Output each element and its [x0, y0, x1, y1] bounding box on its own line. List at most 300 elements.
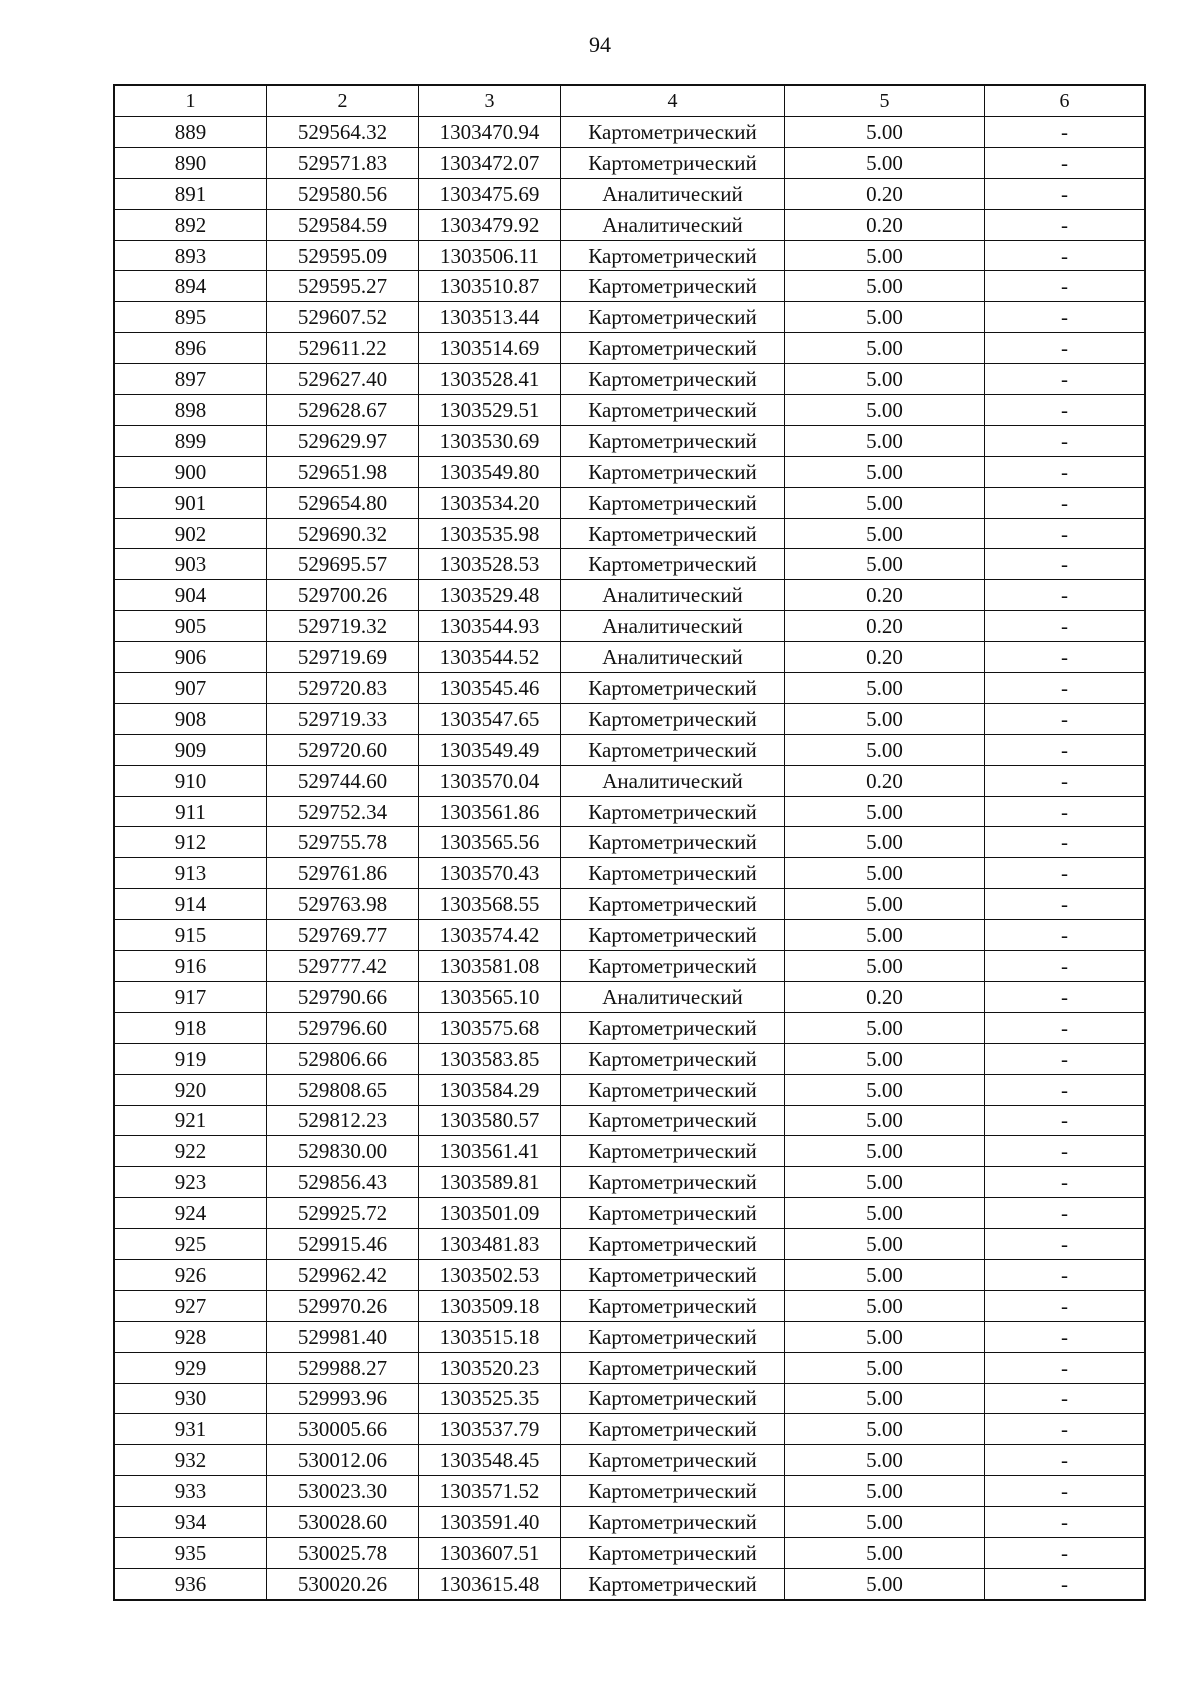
y-coordinate-cell: 1303529.51 — [419, 395, 561, 426]
point-number-cell: 916 — [115, 951, 267, 982]
point-number-cell: 899 — [115, 425, 267, 456]
method-cell: Картометрический — [561, 703, 785, 734]
note-cell: - — [985, 920, 1145, 951]
point-number-cell: 936 — [115, 1568, 267, 1599]
y-coordinate-cell: 1303589.81 — [419, 1167, 561, 1198]
method-cell: Картометрический — [561, 673, 785, 704]
point-number-cell: 896 — [115, 333, 267, 364]
accuracy-cell: 5.00 — [785, 951, 985, 982]
method-cell: Аналитический — [561, 642, 785, 673]
table-row — [115, 1043, 1145, 1074]
y-coordinate-cell: 1303561.86 — [419, 796, 561, 827]
method-cell: Картометрический — [561, 1198, 785, 1229]
method-cell: Картометрический — [561, 1290, 785, 1321]
table-row — [115, 178, 1145, 209]
point-number-cell: 907 — [115, 673, 267, 704]
method-cell: Картометрический — [561, 1105, 785, 1136]
x-coordinate-cell: 529962.42 — [267, 1259, 419, 1290]
y-coordinate-cell: 1303568.55 — [419, 889, 561, 920]
table-row — [115, 858, 1145, 889]
method-cell: Картометрический — [561, 1321, 785, 1352]
x-coordinate-cell: 529629.97 — [267, 425, 419, 456]
accuracy-cell: 5.00 — [785, 1043, 985, 1074]
point-number-cell: 900 — [115, 456, 267, 487]
accuracy-cell: 5.00 — [785, 673, 985, 704]
method-cell: Картометрический — [561, 1476, 785, 1507]
table-row — [115, 1105, 1145, 1136]
table-row — [115, 796, 1145, 827]
y-coordinate-cell: 1303481.83 — [419, 1229, 561, 1260]
x-coordinate-cell: 529777.42 — [267, 951, 419, 982]
y-coordinate-cell: 1303580.57 — [419, 1105, 561, 1136]
x-coordinate-cell: 529856.43 — [267, 1167, 419, 1198]
y-coordinate-cell: 1303565.10 — [419, 981, 561, 1012]
point-number-cell: 923 — [115, 1167, 267, 1198]
y-coordinate-cell: 1303510.87 — [419, 271, 561, 302]
x-coordinate-cell: 529806.66 — [267, 1043, 419, 1074]
note-cell: - — [985, 1229, 1145, 1260]
point-number-cell: 906 — [115, 642, 267, 673]
note-cell: - — [985, 302, 1145, 333]
y-coordinate-cell: 1303514.69 — [419, 333, 561, 364]
table-row — [115, 456, 1145, 487]
x-coordinate-cell: 529755.78 — [267, 827, 419, 858]
method-cell: Картометрический — [561, 1012, 785, 1043]
note-cell: - — [985, 1537, 1145, 1568]
point-number-cell: 920 — [115, 1074, 267, 1105]
accuracy-cell: 5.00 — [785, 1537, 985, 1568]
x-coordinate-cell: 529720.83 — [267, 673, 419, 704]
table-row — [115, 1352, 1145, 1383]
header-cell-1: 1 — [115, 86, 267, 117]
accuracy-cell: 5.00 — [785, 333, 985, 364]
header-cell-6: 6 — [985, 86, 1145, 117]
method-cell: Картометрический — [561, 395, 785, 426]
y-coordinate-cell: 1303509.18 — [419, 1290, 561, 1321]
y-coordinate-cell: 1303565.56 — [419, 827, 561, 858]
accuracy-cell: 5.00 — [785, 456, 985, 487]
method-cell: Картометрический — [561, 1352, 785, 1383]
point-number-cell: 889 — [115, 117, 267, 148]
table-row — [115, 1414, 1145, 1445]
method-cell: Картометрический — [561, 858, 785, 889]
x-coordinate-cell: 529690.32 — [267, 518, 419, 549]
method-cell: Картометрический — [561, 117, 785, 148]
accuracy-cell: 5.00 — [785, 518, 985, 549]
y-coordinate-cell: 1303561.41 — [419, 1136, 561, 1167]
header-cell-5: 5 — [785, 86, 985, 117]
note-cell: - — [985, 395, 1145, 426]
note-cell: - — [985, 1290, 1145, 1321]
x-coordinate-cell: 529752.34 — [267, 796, 419, 827]
table-row — [115, 734, 1145, 765]
y-coordinate-cell: 1303615.48 — [419, 1568, 561, 1599]
x-coordinate-cell: 529970.26 — [267, 1290, 419, 1321]
table-row — [115, 1074, 1145, 1105]
y-coordinate-cell: 1303472.07 — [419, 147, 561, 178]
y-coordinate-cell: 1303545.46 — [419, 673, 561, 704]
method-cell: Картометрический — [561, 1136, 785, 1167]
x-coordinate-cell: 529651.98 — [267, 456, 419, 487]
table-row — [115, 518, 1145, 549]
note-cell: - — [985, 981, 1145, 1012]
y-coordinate-cell: 1303575.68 — [419, 1012, 561, 1043]
x-coordinate-cell: 530023.30 — [267, 1476, 419, 1507]
method-cell: Картометрический — [561, 425, 785, 456]
accuracy-cell: 0.20 — [785, 765, 985, 796]
note-cell: - — [985, 827, 1145, 858]
x-coordinate-cell: 529571.83 — [267, 147, 419, 178]
method-cell: Картометрический — [561, 920, 785, 951]
accuracy-cell: 5.00 — [785, 1568, 985, 1599]
x-coordinate-cell: 529611.22 — [267, 333, 419, 364]
table-row — [115, 147, 1145, 178]
table-row — [115, 240, 1145, 271]
note-cell: - — [985, 549, 1145, 580]
note-cell: - — [985, 1136, 1145, 1167]
note-cell: - — [985, 765, 1145, 796]
point-number-cell: 892 — [115, 209, 267, 240]
method-cell: Картометрический — [561, 796, 785, 827]
method-cell: Картометрический — [561, 1259, 785, 1290]
note-cell: - — [985, 1383, 1145, 1414]
table-row — [115, 1167, 1145, 1198]
accuracy-cell: 5.00 — [785, 796, 985, 827]
table-row — [115, 1383, 1145, 1414]
method-cell: Картометрический — [561, 302, 785, 333]
y-coordinate-cell: 1303591.40 — [419, 1507, 561, 1538]
x-coordinate-cell: 529595.09 — [267, 240, 419, 271]
accuracy-cell: 5.00 — [785, 1321, 985, 1352]
method-cell: Картометрический — [561, 1537, 785, 1568]
method-cell: Картометрический — [561, 240, 785, 271]
point-number-cell: 897 — [115, 364, 267, 395]
accuracy-cell: 5.00 — [785, 858, 985, 889]
y-coordinate-cell: 1303544.52 — [419, 642, 561, 673]
note-cell: - — [985, 1074, 1145, 1105]
table-row — [115, 302, 1145, 333]
note-cell: - — [985, 209, 1145, 240]
y-coordinate-cell: 1303607.51 — [419, 1537, 561, 1568]
y-coordinate-cell: 1303583.85 — [419, 1043, 561, 1074]
table-row — [115, 209, 1145, 240]
method-cell: Аналитический — [561, 209, 785, 240]
table-row — [115, 1507, 1145, 1538]
y-coordinate-cell: 1303528.41 — [419, 364, 561, 395]
table-row — [115, 487, 1145, 518]
accuracy-cell: 0.20 — [785, 580, 985, 611]
accuracy-cell: 5.00 — [785, 889, 985, 920]
x-coordinate-cell: 529719.33 — [267, 703, 419, 734]
note-cell: - — [985, 117, 1145, 148]
table-row — [115, 827, 1145, 858]
note-cell: - — [985, 1167, 1145, 1198]
x-coordinate-cell: 529720.60 — [267, 734, 419, 765]
accuracy-cell: 5.00 — [785, 487, 985, 518]
accuracy-cell: 5.00 — [785, 147, 985, 178]
point-number-cell: 893 — [115, 240, 267, 271]
accuracy-cell: 5.00 — [785, 1476, 985, 1507]
method-cell: Аналитический — [561, 981, 785, 1012]
x-coordinate-cell: 529769.77 — [267, 920, 419, 951]
point-number-cell: 930 — [115, 1383, 267, 1414]
x-coordinate-cell: 529988.27 — [267, 1352, 419, 1383]
note-cell: - — [985, 1321, 1145, 1352]
x-coordinate-cell: 529925.72 — [267, 1198, 419, 1229]
x-coordinate-cell: 529993.96 — [267, 1383, 419, 1414]
x-coordinate-cell: 530012.06 — [267, 1445, 419, 1476]
y-coordinate-cell: 1303571.52 — [419, 1476, 561, 1507]
method-cell: Картометрический — [561, 889, 785, 920]
point-number-cell: 903 — [115, 549, 267, 580]
accuracy-cell: 5.00 — [785, 734, 985, 765]
x-coordinate-cell: 529744.60 — [267, 765, 419, 796]
table-row — [115, 1568, 1145, 1599]
table-row — [115, 333, 1145, 364]
x-coordinate-cell: 529607.52 — [267, 302, 419, 333]
x-coordinate-cell: 529654.80 — [267, 487, 419, 518]
method-cell: Картометрический — [561, 1167, 785, 1198]
method-cell: Картометрический — [561, 333, 785, 364]
table-row — [115, 1259, 1145, 1290]
table-row — [115, 1136, 1145, 1167]
y-coordinate-cell: 1303570.04 — [419, 765, 561, 796]
table-row — [115, 673, 1145, 704]
y-coordinate-cell: 1303470.94 — [419, 117, 561, 148]
note-cell: - — [985, 364, 1145, 395]
point-number-cell: 935 — [115, 1537, 267, 1568]
table-row — [115, 765, 1145, 796]
note-cell: - — [985, 611, 1145, 642]
method-cell: Картометрический — [561, 549, 785, 580]
note-cell: - — [985, 518, 1145, 549]
note-cell: - — [985, 673, 1145, 704]
y-coordinate-cell: 1303529.48 — [419, 580, 561, 611]
x-coordinate-cell: 530020.26 — [267, 1568, 419, 1599]
note-cell: - — [985, 580, 1145, 611]
table-row — [115, 951, 1145, 982]
table-row — [115, 395, 1145, 426]
accuracy-cell: 0.20 — [785, 178, 985, 209]
accuracy-cell: 5.00 — [785, 1198, 985, 1229]
accuracy-cell: 0.20 — [785, 981, 985, 1012]
header-cell-4: 4 — [561, 86, 785, 117]
method-cell: Картометрический — [561, 827, 785, 858]
accuracy-cell: 5.00 — [785, 364, 985, 395]
x-coordinate-cell: 529628.67 — [267, 395, 419, 426]
table-row — [115, 549, 1145, 580]
note-cell: - — [985, 1012, 1145, 1043]
table-row — [115, 425, 1145, 456]
table-row — [115, 889, 1145, 920]
y-coordinate-cell: 1303513.44 — [419, 302, 561, 333]
table-header-row — [115, 86, 1145, 117]
table-row — [115, 920, 1145, 951]
y-coordinate-cell: 1303501.09 — [419, 1198, 561, 1229]
note-cell: - — [985, 1507, 1145, 1538]
table-row — [115, 1290, 1145, 1321]
point-number-cell: 925 — [115, 1229, 267, 1260]
accuracy-cell: 5.00 — [785, 1414, 985, 1445]
y-coordinate-cell: 1303506.11 — [419, 240, 561, 271]
coordinates-table — [114, 85, 1145, 1600]
accuracy-cell: 5.00 — [785, 1383, 985, 1414]
method-cell: Аналитический — [561, 580, 785, 611]
note-cell: - — [985, 951, 1145, 982]
accuracy-cell: 5.00 — [785, 395, 985, 426]
x-coordinate-cell: 529812.23 — [267, 1105, 419, 1136]
table-row — [115, 1476, 1145, 1507]
x-coordinate-cell: 530028.60 — [267, 1507, 419, 1538]
accuracy-cell: 5.00 — [785, 117, 985, 148]
accuracy-cell: 5.00 — [785, 240, 985, 271]
table-row — [115, 364, 1145, 395]
accuracy-cell: 5.00 — [785, 827, 985, 858]
note-cell: - — [985, 178, 1145, 209]
table-row — [115, 1537, 1145, 1568]
x-coordinate-cell: 529830.00 — [267, 1136, 419, 1167]
accuracy-cell: 5.00 — [785, 1507, 985, 1538]
table-row — [115, 981, 1145, 1012]
x-coordinate-cell: 530005.66 — [267, 1414, 419, 1445]
x-coordinate-cell: 529761.86 — [267, 858, 419, 889]
y-coordinate-cell: 1303535.98 — [419, 518, 561, 549]
accuracy-cell: 5.00 — [785, 1352, 985, 1383]
x-coordinate-cell: 529915.46 — [267, 1229, 419, 1260]
x-coordinate-cell: 529790.66 — [267, 981, 419, 1012]
table-row — [115, 1198, 1145, 1229]
note-cell: - — [985, 703, 1145, 734]
point-number-cell: 932 — [115, 1445, 267, 1476]
note-cell: - — [985, 1476, 1145, 1507]
accuracy-cell: 5.00 — [785, 425, 985, 456]
point-number-cell: 908 — [115, 703, 267, 734]
method-cell: Аналитический — [561, 611, 785, 642]
note-cell: - — [985, 1352, 1145, 1383]
y-coordinate-cell: 1303544.93 — [419, 611, 561, 642]
note-cell: - — [985, 1043, 1145, 1074]
point-number-cell: 926 — [115, 1259, 267, 1290]
point-number-cell: 931 — [115, 1414, 267, 1445]
note-cell: - — [985, 642, 1145, 673]
x-coordinate-cell: 529763.98 — [267, 889, 419, 920]
point-number-cell: 922 — [115, 1136, 267, 1167]
x-coordinate-cell: 530025.78 — [267, 1537, 419, 1568]
point-number-cell: 929 — [115, 1352, 267, 1383]
accuracy-cell: 0.20 — [785, 642, 985, 673]
method-cell: Картометрический — [561, 1414, 785, 1445]
point-number-cell: 924 — [115, 1198, 267, 1229]
table-row — [115, 580, 1145, 611]
point-number-cell: 898 — [115, 395, 267, 426]
accuracy-cell: 5.00 — [785, 1290, 985, 1321]
point-number-cell: 904 — [115, 580, 267, 611]
point-number-cell: 911 — [115, 796, 267, 827]
table-body — [115, 86, 1145, 1600]
x-coordinate-cell: 529584.59 — [267, 209, 419, 240]
y-coordinate-cell: 1303548.45 — [419, 1445, 561, 1476]
y-coordinate-cell: 1303549.80 — [419, 456, 561, 487]
accuracy-cell: 0.20 — [785, 209, 985, 240]
method-cell: Аналитический — [561, 178, 785, 209]
note-cell: - — [985, 487, 1145, 518]
x-coordinate-cell: 529808.65 — [267, 1074, 419, 1105]
method-cell: Картометрический — [561, 734, 785, 765]
x-coordinate-cell: 529564.32 — [267, 117, 419, 148]
note-cell: - — [985, 1259, 1145, 1290]
note-cell: - — [985, 333, 1145, 364]
point-number-cell: 919 — [115, 1043, 267, 1074]
accuracy-cell: 0.20 — [785, 611, 985, 642]
x-coordinate-cell: 529719.32 — [267, 611, 419, 642]
point-number-cell: 905 — [115, 611, 267, 642]
method-cell: Картометрический — [561, 1383, 785, 1414]
note-cell: - — [985, 147, 1145, 178]
note-cell: - — [985, 425, 1145, 456]
method-cell: Картометрический — [561, 1043, 785, 1074]
point-number-cell: 894 — [115, 271, 267, 302]
y-coordinate-cell: 1303570.43 — [419, 858, 561, 889]
header-cell-3: 3 — [419, 86, 561, 117]
accuracy-cell: 5.00 — [785, 1012, 985, 1043]
y-coordinate-cell: 1303520.23 — [419, 1352, 561, 1383]
x-coordinate-cell: 529719.69 — [267, 642, 419, 673]
table-row — [115, 1445, 1145, 1476]
table-row — [115, 642, 1145, 673]
method-cell: Картометрический — [561, 271, 785, 302]
accuracy-cell: 5.00 — [785, 920, 985, 951]
x-coordinate-cell: 529695.57 — [267, 549, 419, 580]
point-number-cell: 914 — [115, 889, 267, 920]
accuracy-cell: 5.00 — [785, 302, 985, 333]
table-row — [115, 1012, 1145, 1043]
accuracy-cell: 5.00 — [785, 1167, 985, 1198]
point-number-cell: 895 — [115, 302, 267, 333]
method-cell: Картометрический — [561, 1445, 785, 1476]
table-row — [115, 611, 1145, 642]
method-cell: Картометрический — [561, 364, 785, 395]
point-number-cell: 927 — [115, 1290, 267, 1321]
point-number-cell: 915 — [115, 920, 267, 951]
point-number-cell: 902 — [115, 518, 267, 549]
x-coordinate-cell: 529796.60 — [267, 1012, 419, 1043]
y-coordinate-cell: 1303530.69 — [419, 425, 561, 456]
accuracy-cell: 5.00 — [785, 1259, 985, 1290]
method-cell: Картометрический — [561, 487, 785, 518]
point-number-cell: 910 — [115, 765, 267, 796]
y-coordinate-cell: 1303502.53 — [419, 1259, 561, 1290]
method-cell: Картометрический — [561, 1074, 785, 1105]
x-coordinate-cell: 529700.26 — [267, 580, 419, 611]
point-number-cell: 934 — [115, 1507, 267, 1538]
x-coordinate-cell: 529580.56 — [267, 178, 419, 209]
note-cell: - — [985, 796, 1145, 827]
accuracy-cell: 5.00 — [785, 1445, 985, 1476]
page-number: 94 — [589, 32, 611, 57]
accuracy-cell: 5.00 — [785, 1074, 985, 1105]
method-cell: Картометрический — [561, 951, 785, 982]
method-cell: Аналитический — [561, 765, 785, 796]
y-coordinate-cell: 1303581.08 — [419, 951, 561, 982]
accuracy-cell: 5.00 — [785, 549, 985, 580]
method-cell: Картометрический — [561, 147, 785, 178]
y-coordinate-cell: 1303584.29 — [419, 1074, 561, 1105]
method-cell: Картометрический — [561, 1507, 785, 1538]
note-cell: - — [985, 1105, 1145, 1136]
y-coordinate-cell: 1303528.53 — [419, 549, 561, 580]
point-number-cell: 918 — [115, 1012, 267, 1043]
header-cell-2: 2 — [267, 86, 419, 117]
